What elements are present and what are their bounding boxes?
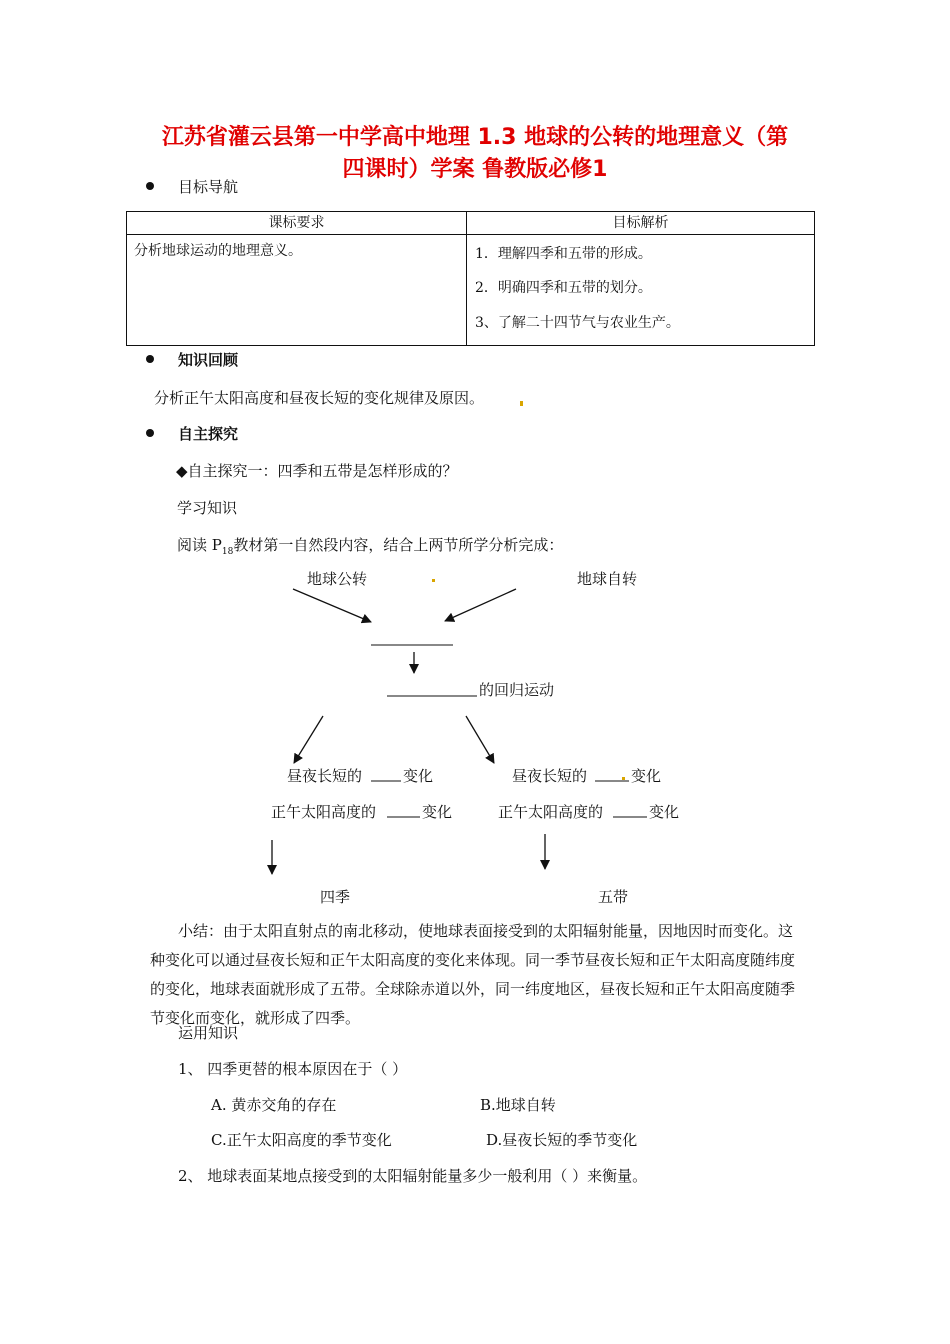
left-branch-sunheight-post: 变化 bbox=[422, 803, 453, 821]
diagram-node-revolution: 地球公转 bbox=[307, 570, 368, 588]
page-title-line2: 四课时）学案 鲁教版必修1 bbox=[342, 157, 608, 182]
section-heading-explore: 自主探究 bbox=[178, 425, 239, 443]
right-branch-daylength-post: 变化 bbox=[631, 767, 662, 785]
reading-prefix: 阅读 P bbox=[177, 536, 222, 554]
left-branch-sunheight-pre: 正午太阳高度的 bbox=[271, 803, 377, 821]
arrow-to-left-branch bbox=[294, 716, 323, 763]
summary-paragraph: 小结：由于太阳直射点的南北移动，使地球表面接受到的太阳辐射能量，因地因时而变化。这种变化可以通过昼夜长短和正午太阳高度的变化来体现。同一季节昼夜长短和正午太阳高度随纬度的变化，地球表面就形成了五带。全球除赤道以外，同一纬度地区，昼夜长短和正午太阳高度随季节变化而变化，就形成了四季。 bbox=[150, 922, 796, 1027]
right-branch-sunheight-pre: 正午太阳高度的 bbox=[498, 803, 604, 821]
q1-option-d: D.昼夜长短的季节变化 bbox=[486, 1131, 638, 1149]
right-branch-daylength-pre: 昼夜长短的 bbox=[512, 767, 588, 785]
diagram-node-rotation: 地球自转 bbox=[577, 570, 638, 588]
learn-knowledge-label: 学习知识 bbox=[177, 499, 238, 517]
diagram-node-seasons: 四季 bbox=[320, 888, 351, 906]
q1-option-a: A. 黄赤交角的存在 bbox=[211, 1096, 337, 1114]
q1-option-c: C.正午太阳高度的季节变化 bbox=[211, 1131, 392, 1149]
question-1: 1、 四季更替的根本原因在于（ ） bbox=[178, 1060, 408, 1078]
table-cell-standard-text: 分析地球运动的地理意义。 bbox=[134, 243, 302, 259]
decorative-dot bbox=[622, 777, 625, 780]
apply-knowledge-label: 运用知识 bbox=[178, 1024, 239, 1042]
analysis-item-3: 3、了解二十四节气与农业生产。 bbox=[475, 315, 680, 331]
diagram-node-zones: 五带 bbox=[598, 888, 629, 906]
q1-option-b: B.地球自转 bbox=[480, 1096, 556, 1114]
section-heading-goal: 目标导航 bbox=[178, 178, 239, 196]
question-2: 2、 地球表面某地点接受到的太阳辐射能量多少一般利用（ ）来衡量。 bbox=[178, 1167, 648, 1185]
reading-suffix: 教材第一自然段内容，结合上两节所学分析完成： bbox=[233, 536, 564, 554]
table-header-standard: 课标要求 bbox=[127, 212, 467, 235]
arrow-to-right-branch bbox=[466, 716, 494, 763]
arrow-rotation-to-center bbox=[445, 589, 516, 621]
page-number-sub: 18 bbox=[221, 547, 234, 557]
page-title-line1: 江苏省灌云县第一中学高中地理 1.3 地球的公转的地理意义（第 bbox=[161, 125, 789, 150]
left-branch-daylength-pre: 昼夜长短的 bbox=[287, 767, 363, 785]
review-question: 分析正午太阳高度和昼夜长短的变化规律及原因。 bbox=[154, 389, 485, 407]
table-header-analysis: 目标解析 bbox=[467, 212, 815, 235]
section-heading-review: 知识回顾 bbox=[178, 351, 239, 369]
left-branch-daylength-post: 变化 bbox=[403, 767, 434, 785]
explore-subheading: ◆自主探究一：四季和五带是怎样形成的？ bbox=[176, 462, 458, 480]
right-branch-sunheight-post: 变化 bbox=[649, 803, 680, 821]
arrow-revolution-to-center bbox=[293, 589, 371, 622]
analysis-item-2: 2．明确四季和五带的划分。 bbox=[475, 280, 652, 296]
diagram-node-direct-point: 的回归运动 bbox=[479, 681, 555, 699]
analysis-item-1: 1．理解四季和五带的形成。 bbox=[475, 246, 652, 262]
